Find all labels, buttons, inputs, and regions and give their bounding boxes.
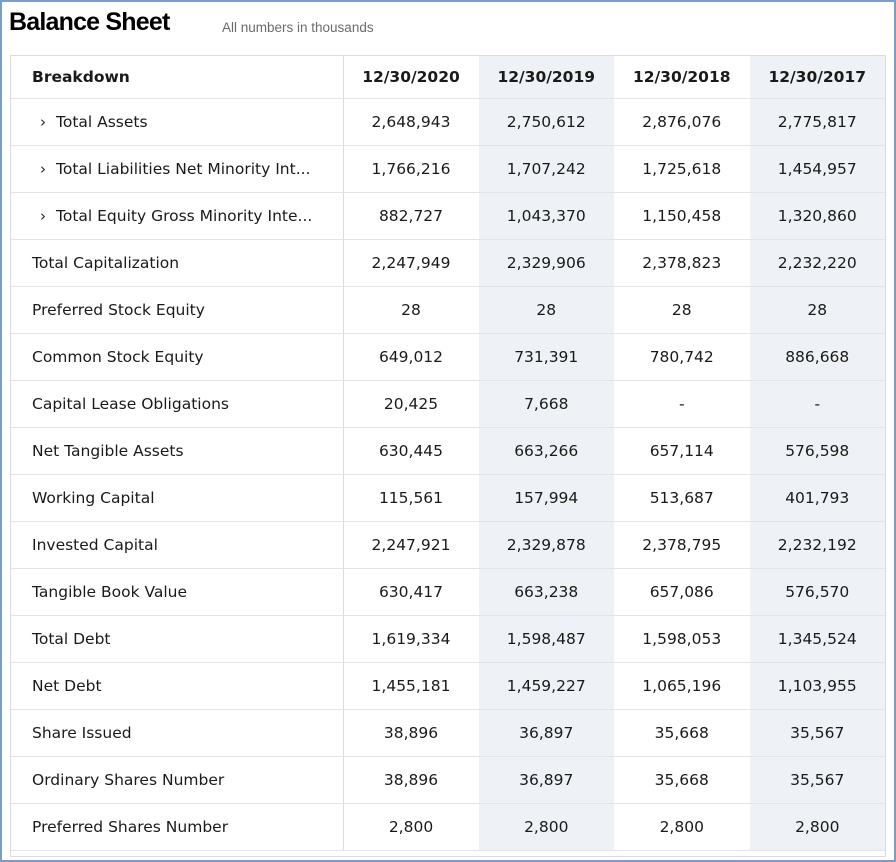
value-cell: 513,687 xyxy=(614,474,750,521)
value-cell: 38,896 xyxy=(343,709,479,756)
row-label-cell xyxy=(11,756,343,803)
table-row xyxy=(11,568,885,615)
row-label-cell xyxy=(11,521,343,568)
row-label: Tangible Book Value xyxy=(32,582,188,601)
value-cell: 28 xyxy=(479,286,615,333)
value-cell: 780,742 xyxy=(614,333,750,380)
value-cell: 28 xyxy=(614,286,750,333)
value-cell: 1,345,524 xyxy=(750,615,886,662)
table-row xyxy=(11,521,885,568)
value-cell: 2,378,823 xyxy=(614,239,750,286)
value-cell: 1,065,196 xyxy=(614,662,750,709)
value-cell: 2,648,943 xyxy=(343,98,479,145)
chevron-right-icon[interactable]: › xyxy=(40,206,46,225)
row-label-cell xyxy=(11,239,343,286)
row-label: Invested Capital xyxy=(32,535,158,554)
value-cell: 2,378,795 xyxy=(614,521,750,568)
value-cell: 657,114 xyxy=(614,427,750,474)
row-label-cell[interactable] xyxy=(11,145,343,192)
value-cell: 2,247,949 xyxy=(343,239,479,286)
value-cell: 35,668 xyxy=(614,709,750,756)
column-header-date: 12/30/2017 xyxy=(750,56,886,98)
row-label-cell xyxy=(11,568,343,615)
value-cell: 2,775,817 xyxy=(750,98,886,145)
value-cell: 649,012 xyxy=(343,333,479,380)
row-label: Total Liabilities Net Minority Int... xyxy=(56,159,311,178)
value-cell: 36,897 xyxy=(479,709,615,756)
value-cell: 36,897 xyxy=(479,756,615,803)
row-label: Preferred Shares Number xyxy=(32,817,229,836)
value-cell: 1,455,181 xyxy=(343,662,479,709)
value-cell: 1,320,860 xyxy=(750,192,886,239)
row-label-cell xyxy=(11,286,343,333)
value-cell: 1,454,957 xyxy=(750,145,886,192)
column-header-breakdown: Breakdown xyxy=(11,56,343,98)
table-row[interactable] xyxy=(11,98,885,145)
value-cell: 35,668 xyxy=(614,756,750,803)
row-label: Preferred Stock Equity xyxy=(32,300,205,319)
value-cell: - xyxy=(750,380,886,427)
value-cell: 2,800 xyxy=(614,803,750,850)
value-cell: 2,800 xyxy=(750,803,886,850)
table-header-row xyxy=(11,56,885,98)
value-cell: 35,567 xyxy=(750,709,886,756)
table-row xyxy=(11,427,885,474)
row-label: Total Equity Gross Minority Inte... xyxy=(56,206,313,225)
row-label-cell xyxy=(11,615,343,662)
value-cell: 1,103,955 xyxy=(750,662,886,709)
chevron-right-icon[interactable]: › xyxy=(40,159,46,178)
row-label: Ordinary Shares Number xyxy=(32,770,225,789)
row-label: Working Capital xyxy=(32,488,155,507)
value-cell: 38,896 xyxy=(343,756,479,803)
row-label-cell xyxy=(11,662,343,709)
row-label-cell xyxy=(11,709,343,756)
table-row xyxy=(11,474,885,521)
table-row xyxy=(11,333,885,380)
value-cell: 576,570 xyxy=(750,568,886,615)
value-cell: 115,561 xyxy=(343,474,479,521)
value-cell: 28 xyxy=(750,286,886,333)
value-cell: 2,247,921 xyxy=(343,521,479,568)
table-row xyxy=(11,803,885,850)
row-label-cell xyxy=(11,333,343,380)
value-cell: 2,800 xyxy=(343,803,479,850)
value-cell: 657,086 xyxy=(614,568,750,615)
value-cell: 1,150,458 xyxy=(614,192,750,239)
value-cell: 28 xyxy=(343,286,479,333)
value-cell: 2,876,076 xyxy=(614,98,750,145)
value-cell: 882,727 xyxy=(343,192,479,239)
value-cell: 576,598 xyxy=(750,427,886,474)
value-cell: 2,329,878 xyxy=(479,521,615,568)
value-cell: 1,598,487 xyxy=(479,615,615,662)
value-cell: 1,725,618 xyxy=(614,145,750,192)
value-cell: 20,425 xyxy=(343,380,479,427)
row-label: Common Stock Equity xyxy=(32,347,204,366)
value-cell: 1,619,334 xyxy=(343,615,479,662)
row-label: Total Debt xyxy=(32,629,111,648)
value-cell: 157,994 xyxy=(479,474,615,521)
row-label: Total Assets xyxy=(56,112,148,131)
value-cell: 2,232,220 xyxy=(750,239,886,286)
value-cell: 2,750,612 xyxy=(479,98,615,145)
table-row xyxy=(11,662,885,709)
row-label-cell xyxy=(11,803,343,850)
value-cell: 2,329,906 xyxy=(479,239,615,286)
row-label-cell xyxy=(11,427,343,474)
value-cell: 1,043,370 xyxy=(479,192,615,239)
chevron-right-icon[interactable]: › xyxy=(40,112,46,131)
table-row[interactable] xyxy=(11,145,885,192)
value-cell: 1,598,053 xyxy=(614,615,750,662)
table-row xyxy=(11,286,885,333)
table-row xyxy=(11,239,885,286)
row-label: Net Debt xyxy=(32,676,102,695)
table-row xyxy=(11,380,885,427)
column-header-date: 12/30/2020 xyxy=(343,56,479,98)
row-label: Share Issued xyxy=(32,723,132,742)
value-cell: 630,417 xyxy=(343,568,479,615)
value-cell: 663,266 xyxy=(479,427,615,474)
value-cell: 886,668 xyxy=(750,333,886,380)
value-cell: 401,793 xyxy=(750,474,886,521)
row-label: Total Capitalization xyxy=(32,253,180,272)
value-cell: 7,668 xyxy=(479,380,615,427)
row-label-cell[interactable] xyxy=(11,192,343,239)
financial-table xyxy=(10,55,886,857)
row-label-cell xyxy=(11,474,343,521)
row-label-cell[interactable] xyxy=(11,98,343,145)
value-cell: 2,232,192 xyxy=(750,521,886,568)
value-cell: 630,445 xyxy=(343,427,479,474)
row-label: Capital Lease Obligations xyxy=(32,394,229,413)
column-header-date: 12/30/2019 xyxy=(479,56,615,98)
page-title: Balance Sheet xyxy=(9,8,170,36)
value-cell: 1,459,227 xyxy=(479,662,615,709)
value-cell: 1,707,242 xyxy=(479,145,615,192)
column-header-date: 12/30/2018 xyxy=(614,56,750,98)
table-row xyxy=(11,756,885,803)
value-cell: 731,391 xyxy=(479,333,615,380)
value-cell: 35,567 xyxy=(750,756,886,803)
value-cell: 1,766,216 xyxy=(343,145,479,192)
table-row[interactable] xyxy=(11,192,885,239)
table-row xyxy=(11,615,885,662)
value-cell: 663,238 xyxy=(479,568,615,615)
table-row xyxy=(11,709,885,756)
page-subtitle: All numbers in thousands xyxy=(222,20,374,35)
value-cell: 2,800 xyxy=(479,803,615,850)
row-label: Net Tangible Assets xyxy=(32,441,184,460)
value-cell: - xyxy=(614,380,750,427)
row-label-cell xyxy=(11,380,343,427)
